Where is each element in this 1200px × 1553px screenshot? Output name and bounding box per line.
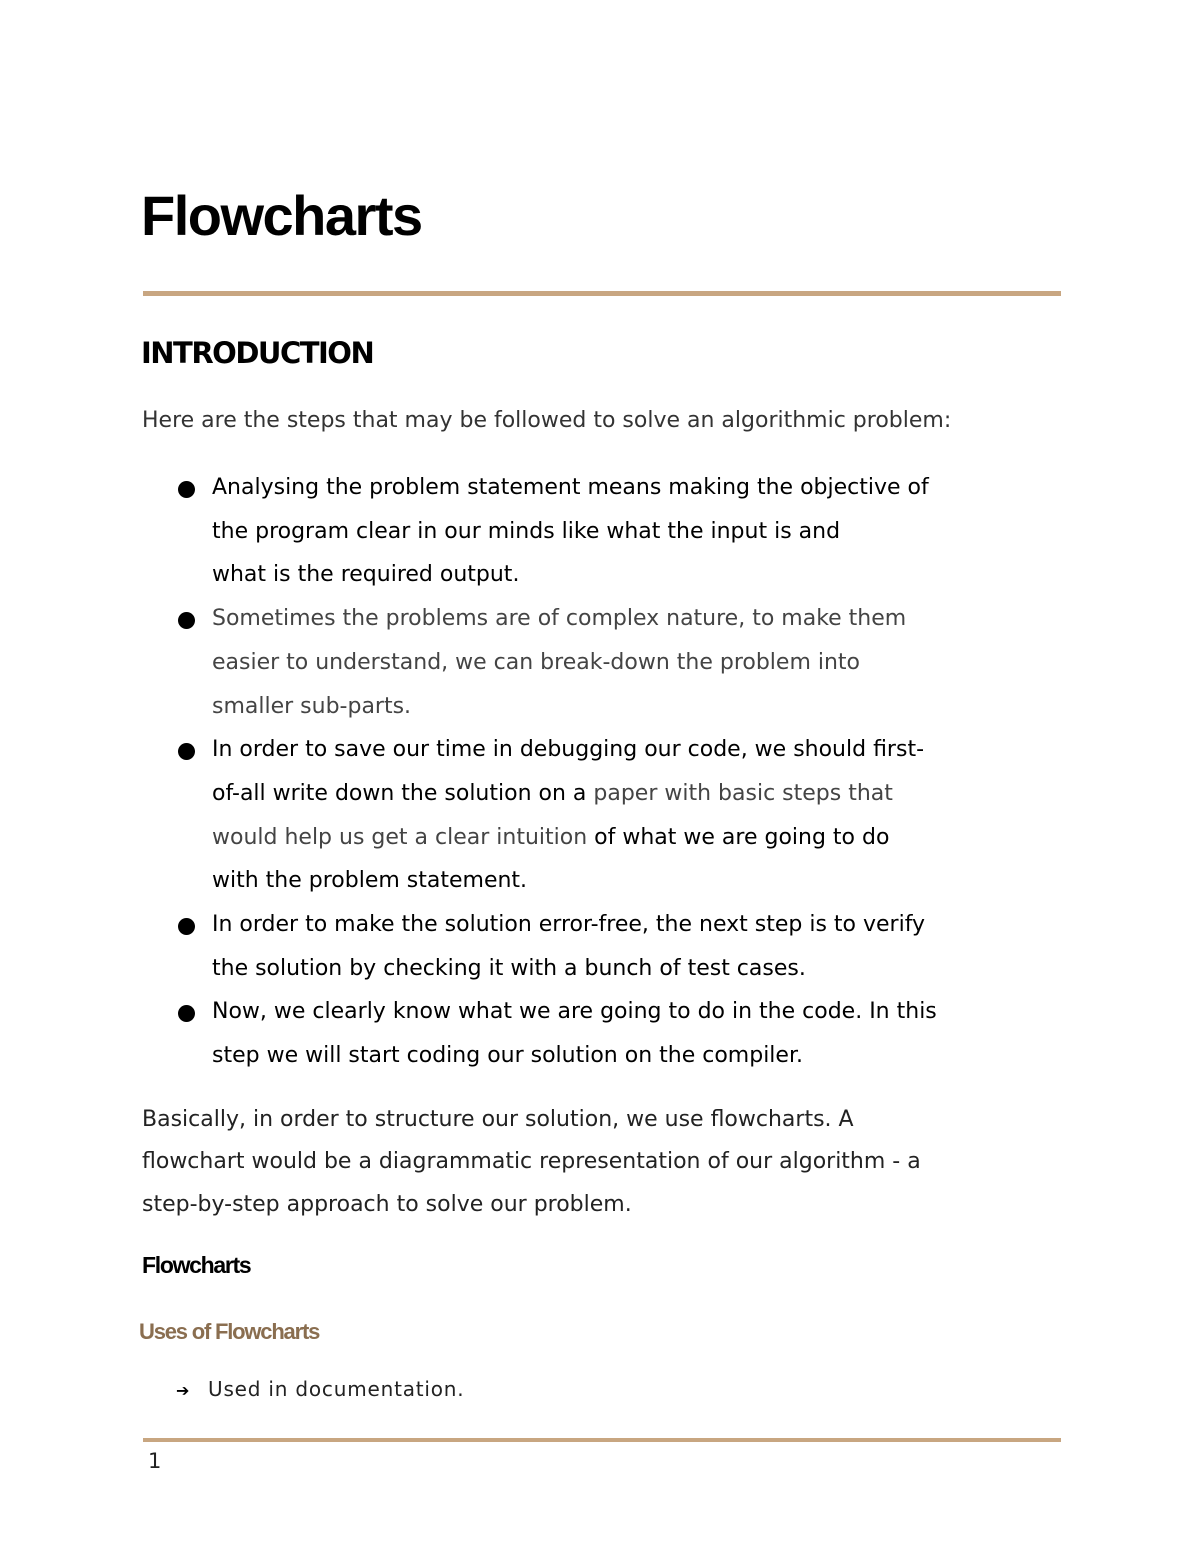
right-arrow-icon: ➔ xyxy=(176,1381,190,1400)
list-item-text: of-all write down the solution on a xyxy=(212,780,594,806)
list-item xyxy=(176,990,1066,1077)
list-item-line: with the problem statement. xyxy=(212,868,528,894)
page-number: 1 xyxy=(148,1449,162,1473)
summary-line: Basically, in order to structure our solution, we use flowcharts. A xyxy=(142,1107,854,1132)
list-item-line: easier to understand, we can break-down the problem into xyxy=(212,649,861,675)
list-item-line: the solution by checking it with a bunch of test cases. xyxy=(212,955,806,981)
bullet-icon xyxy=(178,481,195,498)
list-item xyxy=(176,466,1066,597)
intro-paragraph: Here are the steps that may be followed to solve an algorithmic problem: xyxy=(142,408,952,433)
list-item-text-muted: would help us get a clear intuition xyxy=(212,824,588,850)
list-item-line: Sometimes the problems are of complex nature, to make them xyxy=(212,606,907,632)
list-item-line xyxy=(212,816,1066,860)
summary-paragraph xyxy=(142,1099,1062,1226)
list-item-text: Used in documentation. xyxy=(208,1377,465,1401)
summary-line: step-by-step approach to solve our problem. xyxy=(142,1191,632,1217)
uses-list xyxy=(176,1377,464,1401)
page-title: Flowcharts xyxy=(141,184,422,247)
list-item-text: of what we are going to do xyxy=(587,824,890,850)
list-item-line: In order to make the solution error-free, the next step is to verify xyxy=(212,912,926,938)
section-heading-introduction: INTRODUCTION xyxy=(141,336,374,370)
bullet-icon xyxy=(178,918,195,935)
list-item-line: smaller sub-parts. xyxy=(212,693,412,719)
bullet-icon xyxy=(178,1005,195,1022)
list-item xyxy=(176,903,1066,990)
list-item-line: what is the required output. xyxy=(212,562,520,588)
list-item-line: step we will start coding our solution on the compiler. xyxy=(212,1043,803,1069)
list-item-line: Analysing the problem statement means making the objective of xyxy=(212,475,929,500)
bullet-icon xyxy=(178,612,195,629)
subheading-flowcharts: Flowcharts xyxy=(142,1252,251,1278)
list-item-line: In order to save our time in debugging our code, we should first- xyxy=(212,737,925,763)
list-item xyxy=(176,597,1066,728)
list-item-line: the program clear in our minds like what the input is and xyxy=(212,518,841,544)
bullet-icon xyxy=(178,743,195,760)
subheading-uses-of-flowcharts: Uses of Flowcharts xyxy=(139,1319,320,1344)
list-item-line: Now, we clearly know what we are going to do in the code. In this xyxy=(212,999,937,1025)
footer-divider xyxy=(143,1438,1061,1442)
list-item xyxy=(176,1377,464,1401)
steps-list xyxy=(176,466,1066,1078)
summary-line: flowchart would be a diagrammatic representation of our algorithm - a xyxy=(142,1149,921,1175)
list-item-text-muted: paper with basic steps that xyxy=(593,780,893,806)
header-divider xyxy=(143,291,1061,296)
list-item-line xyxy=(212,772,1066,816)
list-item xyxy=(176,728,1066,903)
